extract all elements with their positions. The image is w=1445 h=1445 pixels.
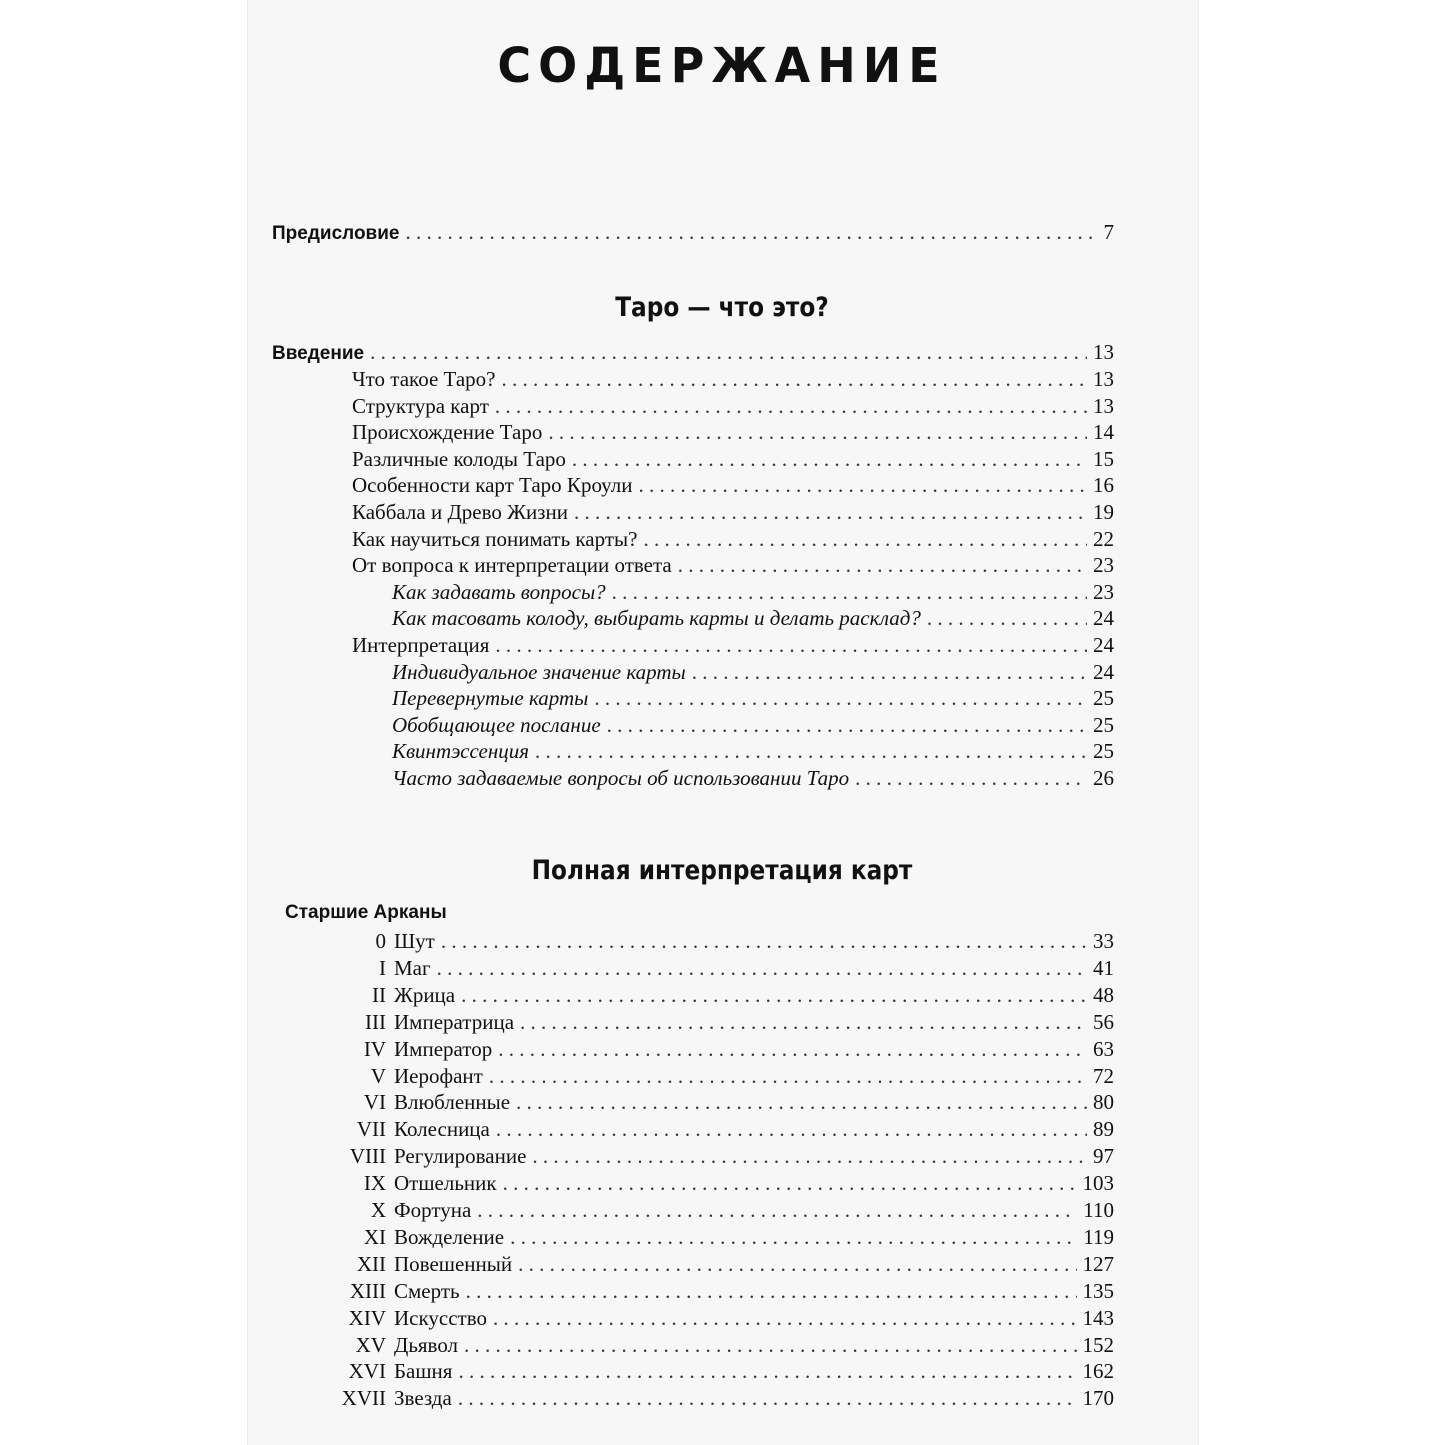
arcana-label: Дьявол — [394, 1332, 459, 1357]
arcana-entry — [300, 1143, 1114, 1170]
arcana-entry — [300, 982, 1114, 1009]
leader-dots — [510, 1224, 1077, 1251]
leader-dots — [532, 1143, 1087, 1170]
arcana-label: Императрица — [394, 1009, 515, 1034]
arcana-page: 63 — [1093, 1036, 1114, 1061]
arcana-label: Иерофант — [394, 1063, 483, 1088]
arcana-entry — [300, 1036, 1114, 1063]
arcana-page: 152 — [1082, 1332, 1114, 1357]
arcana-page: 143 — [1082, 1305, 1114, 1330]
leader-dots — [458, 1385, 1077, 1412]
arcana-page: 72 — [1093, 1063, 1114, 1088]
arcana-entry — [300, 1305, 1114, 1332]
leader-dots — [572, 445, 1087, 473]
arcana-label: Фортуна — [394, 1198, 472, 1222]
leader-dots — [503, 1170, 1077, 1197]
toc-entry-page: 13 — [1093, 393, 1114, 418]
arcana-entry — [300, 1116, 1114, 1143]
toc-entry-label: Как тасовать колоду, выбирать карты и делать расклад? — [392, 606, 921, 631]
arcana-number: XVII — [341, 1386, 386, 1411]
leader-dots — [370, 338, 1087, 366]
toc-entry-page: 15 — [1093, 446, 1114, 471]
leader-dots — [458, 1358, 1076, 1385]
arcana-entry — [300, 1278, 1114, 1305]
arcana-label: Регулирование — [394, 1144, 527, 1169]
leader-dots — [441, 928, 1087, 955]
leader-dots — [516, 1089, 1087, 1116]
toc-entry-label: Как задавать вопросы? — [392, 579, 606, 604]
arcana-page: 170 — [1082, 1386, 1114, 1411]
toc-entry-label: Индивидуальное значение карты — [392, 659, 686, 684]
arcana-page: 56 — [1093, 1009, 1114, 1034]
toc-entry-label: Каббала и Древо Жизни — [352, 500, 568, 524]
group-label: Старшие Арканы — [285, 902, 447, 923]
arcana-number: 0 — [375, 929, 386, 953]
arcana-entry — [300, 1170, 1114, 1197]
toc-entry — [272, 525, 1114, 553]
arcana-page: 33 — [1093, 929, 1114, 953]
arcana-page: 162 — [1082, 1359, 1114, 1384]
leader-dots — [406, 218, 1098, 246]
arcana-number: XIV — [348, 1305, 386, 1330]
toc-entry — [272, 551, 1114, 579]
leader-dots — [692, 658, 1087, 686]
arcana-label: Искусство — [394, 1305, 487, 1330]
arcana-entry — [300, 928, 1114, 955]
toc-entry-page: 14 — [1093, 420, 1114, 445]
toc-entry-label: Квинтэссенция — [392, 739, 529, 764]
toc-entry-label: Особенности карт Таро Кроули — [352, 473, 633, 498]
arcana-number: XI — [363, 1224, 386, 1249]
toc-entry — [272, 365, 1114, 393]
toc-entry-page: 23 — [1093, 553, 1114, 578]
leader-dots — [464, 1332, 1076, 1359]
toc-entry-page: 13 — [1093, 367, 1114, 391]
arcana-number: VIII — [349, 1144, 386, 1169]
leader-dots — [477, 1197, 1077, 1224]
toc-entry-page: 19 — [1093, 500, 1114, 524]
arcana-number: III — [365, 1009, 386, 1034]
arcana-label: Башня — [394, 1359, 453, 1384]
arcana-label: Жрица — [394, 982, 456, 1007]
toc-entry — [272, 658, 1114, 686]
toc-entry — [272, 498, 1114, 526]
arcana-number: II — [372, 982, 386, 1007]
arcana-label: Вожделение — [394, 1224, 505, 1249]
leader-dots — [612, 578, 1087, 606]
page-title: СОДЕРЖАНИЕ — [497, 36, 947, 94]
toc-entry-label: Происхождение Таро — [352, 420, 543, 445]
toc-entry — [272, 684, 1114, 712]
arcana-label: Колесница — [394, 1117, 490, 1142]
arcana-number: X — [370, 1198, 386, 1222]
toc-entry-page: 24 — [1093, 606, 1114, 631]
leader-dots — [855, 764, 1087, 792]
arcana-page: 80 — [1093, 1090, 1114, 1115]
leader-dots — [607, 711, 1087, 739]
toc-entry — [272, 604, 1114, 632]
arcana-label: Повешенный — [394, 1251, 513, 1276]
arcana-number: XII — [356, 1251, 386, 1276]
toc-entry-introduction — [272, 338, 1114, 366]
toc-entry-label: Обобщающее послание — [392, 712, 601, 737]
leader-dots — [518, 1251, 1076, 1278]
arcana-page: 103 — [1082, 1171, 1114, 1196]
leader-dots — [498, 1036, 1087, 1063]
arcana-number: VI — [363, 1090, 386, 1115]
arcana-entry — [300, 1197, 1114, 1224]
arcana-number: XVI — [348, 1359, 386, 1384]
arcana-page: 41 — [1093, 955, 1114, 980]
toc-entry-label: От вопроса к интерпретации ответа — [352, 553, 672, 578]
toc-entry-label: Структура карт — [352, 393, 489, 418]
leader-dots — [638, 471, 1087, 499]
toc-entry-page: 7 — [1103, 220, 1114, 244]
arcana-label: Маг — [394, 955, 431, 980]
leader-dots — [574, 498, 1087, 526]
arcana-label: Император — [394, 1036, 493, 1061]
leader-dots — [496, 1116, 1087, 1143]
toc-entry — [272, 711, 1114, 739]
toc-entry — [272, 764, 1114, 792]
arcana-entry — [300, 1224, 1114, 1251]
leader-dots — [437, 955, 1087, 982]
leader-dots — [501, 365, 1087, 393]
arcana-number: XV — [355, 1332, 386, 1357]
toc-entry-page: 24 — [1093, 633, 1114, 657]
arcana-label: Звезда — [394, 1386, 452, 1411]
arcana-label: Смерть — [394, 1278, 460, 1303]
arcana-entry — [300, 1089, 1114, 1116]
toc-entry — [272, 392, 1114, 420]
toc-entry — [272, 471, 1114, 499]
arcana-entry — [300, 1385, 1114, 1412]
toc-entry-label: Введение — [272, 343, 365, 364]
toc-entry-page: 26 — [1093, 766, 1114, 790]
arcana-label: Влюбленные — [394, 1090, 511, 1115]
toc-entry-page: 13 — [1093, 340, 1114, 364]
leader-dots — [535, 737, 1087, 765]
toc-entry — [272, 737, 1114, 765]
leader-dots — [678, 551, 1087, 579]
arcana-page: 89 — [1093, 1117, 1114, 1142]
leader-dots — [520, 1009, 1087, 1036]
toc-entry-page: 24 — [1093, 659, 1114, 684]
toc-entry-label: Интерпретация — [352, 633, 490, 657]
toc-entry — [272, 631, 1114, 659]
arcana-page: 127 — [1082, 1251, 1114, 1276]
section-heading: Таро — что это? — [615, 292, 829, 323]
leader-dots — [495, 392, 1087, 420]
arcana-page: 48 — [1093, 982, 1114, 1007]
toc-entry-label: Как научиться понимать карты? — [352, 526, 638, 551]
arcana-page: 135 — [1082, 1278, 1114, 1303]
arcana-number: VII — [356, 1117, 386, 1142]
arcana-entry — [300, 1358, 1114, 1385]
toc-entry — [272, 418, 1114, 446]
arcana-page: 110 — [1083, 1198, 1114, 1222]
arcana-number: V — [370, 1063, 386, 1088]
arcana-page: 97 — [1093, 1144, 1114, 1169]
arcana-number: I — [379, 955, 386, 980]
leader-dots — [495, 631, 1087, 659]
arcana-entry — [300, 1063, 1114, 1090]
leader-dots — [643, 525, 1087, 553]
toc-entry-label: Предисловие — [272, 223, 400, 244]
toc-entry-page: 16 — [1093, 473, 1114, 498]
toc-entry-preface — [272, 218, 1114, 246]
arcana-number: IX — [363, 1171, 386, 1196]
toc-entry-page: 25 — [1093, 712, 1114, 737]
leader-dots — [548, 418, 1087, 446]
arcana-label: Шут — [394, 929, 435, 953]
arcana-entry — [300, 1332, 1114, 1359]
section-heading: Полная интерпретация карт — [531, 855, 913, 886]
arcana-entry — [300, 1009, 1114, 1036]
leader-dots — [466, 1278, 1077, 1305]
arcana-number: XIII — [349, 1278, 386, 1303]
arcana-label: Отшельник — [394, 1171, 497, 1196]
arcana-page: 119 — [1083, 1224, 1114, 1249]
toc-entry — [272, 578, 1114, 606]
toc-entry-page: 25 — [1093, 739, 1114, 764]
leader-dots — [489, 1063, 1087, 1090]
leader-dots — [493, 1305, 1077, 1332]
toc-entry — [272, 445, 1114, 473]
leader-dots — [594, 684, 1087, 712]
toc-entry-label: Различные колоды Таро — [352, 446, 566, 471]
toc-entry-label: Часто задаваемые вопросы об использовании Таро — [392, 766, 850, 790]
leader-dots — [461, 982, 1087, 1009]
toc-entry-page: 25 — [1093, 686, 1114, 711]
leader-dots — [927, 604, 1087, 632]
toc-entry-page: 22 — [1093, 526, 1114, 551]
toc-entry-label: Что такое Таро? — [352, 367, 496, 391]
arcana-number: IV — [363, 1036, 386, 1061]
toc-entry-label: Перевернутые карты — [392, 686, 589, 711]
arcana-entry — [300, 955, 1114, 982]
toc-entry-page: 23 — [1093, 579, 1114, 604]
arcana-entry — [300, 1251, 1114, 1278]
